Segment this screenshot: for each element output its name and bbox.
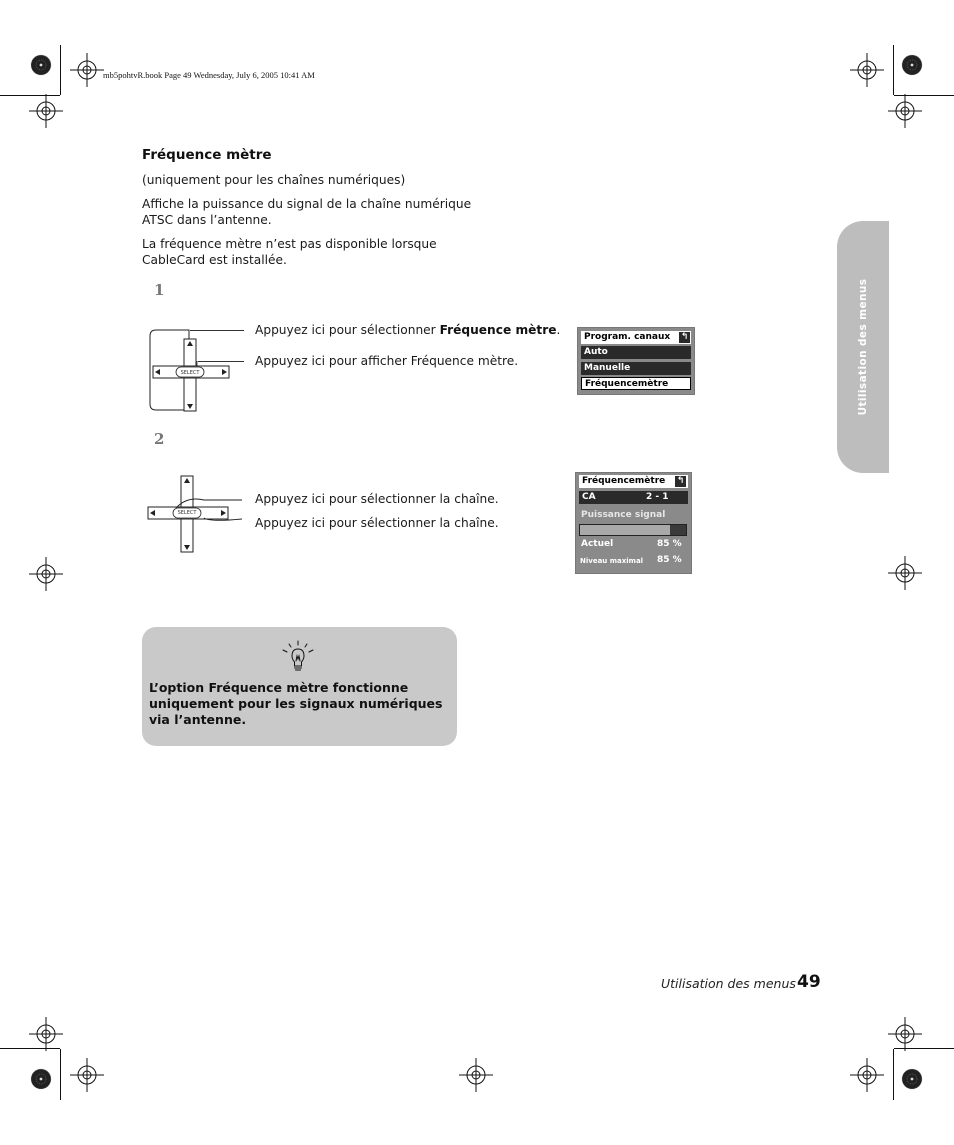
- page-number: 49: [797, 972, 821, 992]
- osd-channel-value: 2 - 1: [646, 492, 669, 502]
- footer-section-label: Utilisation des menus: [661, 976, 796, 991]
- osd-menu-program-channels: [577, 327, 695, 395]
- osd-signal-label: Puissance signal: [581, 510, 666, 520]
- step2-instruction-down: Appuyez ici pour sélectionner la chaîne.: [255, 516, 499, 530]
- step-1-number: 1: [154, 281, 165, 299]
- osd-signal-bar-track: [579, 524, 687, 536]
- osd-meter-title: [579, 475, 688, 488]
- osd-channel-label: CA: [582, 492, 596, 502]
- back-arrow-icon: ↰: [676, 476, 685, 486]
- step-2-number: 2: [154, 430, 165, 448]
- osd-max-value: 85 %: [657, 555, 682, 565]
- tip-line-2: uniquement pour les signaux numériques: [149, 696, 443, 711]
- print-header: mb5pohtvR.book Page 49 Wednesday, July 6, 2005 10:41 AM: [103, 70, 315, 80]
- select-button-step2: SELECT: [177, 510, 197, 516]
- osd-signal-bar-fill: [580, 525, 670, 535]
- back-arrow-icon: ↰: [680, 332, 689, 342]
- tip-box: [142, 627, 457, 746]
- lightbulb-icon: [280, 639, 316, 673]
- paragraph-cablecard-line-1: La fréquence mètre n’est pas disponible lorsque: [142, 237, 437, 251]
- step2-instruction-up: Appuyez ici pour sélectionner la chaîne.: [255, 492, 499, 506]
- osd-menu-item-auto: Auto: [581, 346, 691, 359]
- select-button-step1: SELECT: [180, 370, 200, 376]
- osd-max-label: Niveau maximal: [580, 557, 644, 565]
- callout-line-step1-a: [190, 330, 244, 331]
- remote-dpad-step1: [148, 326, 248, 412]
- paragraph-description-line-1: Affiche la puissance du signal de la chaîne numérique: [142, 197, 472, 211]
- paragraph-description-line-2: ATSC dans l’antenne.: [142, 213, 272, 227]
- paragraph-cablecard-note: [142, 236, 437, 268]
- callout-line-step1-b: [198, 361, 244, 362]
- step1-instruction-select-text: Appuyez ici pour sélectionner: [255, 323, 440, 337]
- osd-meter-title-text: Fréquencemètre: [582, 476, 666, 486]
- step1-instruction-select-suffix: .: [556, 323, 561, 337]
- osd-menu-signal-meter: [575, 472, 692, 574]
- paragraph-digital-only: (uniquement pour les chaînes numériques): [142, 173, 406, 187]
- osd-menu-item-manual: Manuelle: [581, 362, 691, 375]
- side-tab: [837, 221, 889, 473]
- tip-text: [149, 680, 449, 728]
- osd-meter-channel-row: [579, 491, 688, 504]
- osd-menu-item-signal-meter: Fréquencemètre: [581, 377, 691, 390]
- section-title: Fréquence mètre: [142, 147, 272, 163]
- osd-current-label: Actuel: [581, 539, 614, 549]
- osd-menu-title-text: Program. canaux: [584, 332, 671, 342]
- osd-menu-title: [581, 331, 691, 344]
- paragraph-cablecard-line-2: CableCard est installée.: [142, 253, 287, 267]
- side-tab-label: Utilisation des menus: [857, 278, 869, 416]
- step1-instruction-select: [255, 323, 560, 337]
- tip-line-3: via l’antenne.: [149, 712, 247, 727]
- step1-instruction-select-bold: Fréquence mètre: [439, 323, 557, 337]
- tip-line-1: L’option Fréquence mètre fonctionne: [149, 680, 409, 695]
- paragraph-description: [142, 196, 471, 228]
- step1-instruction-display: Appuyez ici pour afficher Fréquence mètre.: [255, 354, 519, 368]
- osd-current-value: 85 %: [657, 539, 682, 549]
